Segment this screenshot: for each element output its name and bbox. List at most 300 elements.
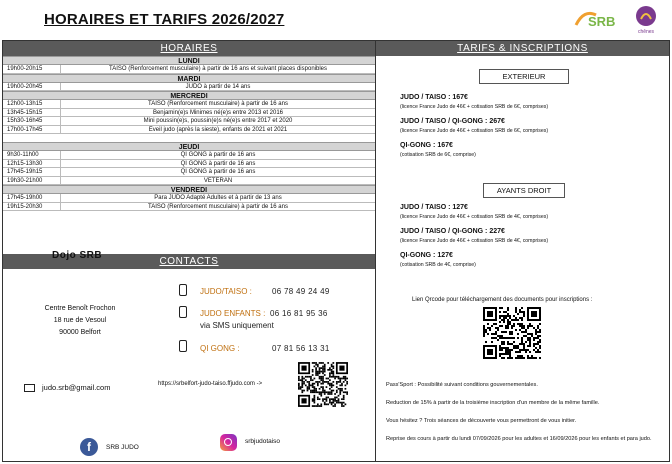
phone-number-judo-taiso[interactable]: 06 78 49 24 49 bbox=[272, 287, 330, 296]
qr-module bbox=[338, 376, 340, 378]
qr-module bbox=[521, 357, 523, 359]
facebook-icon[interactable]: f bbox=[80, 438, 98, 456]
qr-module bbox=[338, 395, 340, 397]
qr-module bbox=[326, 386, 328, 388]
ayants-label: AYANTS DROIT bbox=[483, 183, 565, 198]
qr-module bbox=[312, 400, 314, 402]
qr-module bbox=[324, 369, 326, 371]
phone-label-judo-enfants: JUDO ENFANTS : bbox=[200, 309, 266, 318]
qr-module bbox=[336, 386, 338, 388]
qr-module bbox=[327, 397, 329, 399]
qr-module bbox=[501, 319, 503, 321]
ay-detail-2: (licence France Judo de 46€ + cotisation SRB de 4€, comprises) bbox=[400, 238, 549, 244]
qr-module bbox=[499, 325, 501, 327]
qr-module bbox=[487, 323, 489, 325]
qr-module bbox=[345, 403, 347, 405]
qr-module bbox=[343, 391, 345, 393]
qr-module bbox=[507, 323, 509, 325]
qr-module bbox=[539, 331, 541, 333]
exterieur-label: EXTERIEUR bbox=[479, 69, 569, 84]
qr-module bbox=[301, 379, 303, 381]
schedule-time: 9h30-11h00 bbox=[3, 151, 61, 159]
qr-module bbox=[339, 381, 341, 383]
qr-module bbox=[499, 353, 501, 355]
qr-finder bbox=[301, 398, 306, 403]
ext-price-2: JUDO / TAISO / QI-GONG : 267€ bbox=[400, 118, 505, 125]
qr-module bbox=[315, 369, 317, 371]
qr-module bbox=[320, 383, 322, 385]
phone-icon bbox=[179, 284, 187, 296]
qr-module bbox=[539, 339, 541, 341]
qr-module bbox=[503, 357, 505, 359]
qr-module bbox=[315, 362, 317, 364]
qr-module bbox=[300, 379, 302, 381]
qr-module bbox=[529, 325, 531, 327]
qr-module bbox=[505, 351, 507, 353]
qr-module bbox=[301, 390, 303, 392]
qr-module bbox=[345, 379, 347, 381]
qr-module bbox=[517, 333, 519, 335]
qr-module bbox=[310, 376, 312, 378]
qr-module bbox=[298, 383, 300, 385]
schedule-row bbox=[3, 160, 375, 169]
phone-number-qi-gong[interactable]: 07 81 56 13 31 bbox=[272, 344, 330, 353]
qr-module bbox=[329, 369, 331, 371]
qr-module bbox=[305, 379, 307, 381]
qr-module bbox=[317, 372, 319, 374]
qr-module bbox=[324, 390, 326, 392]
qr-module bbox=[521, 343, 523, 345]
qr-module bbox=[329, 400, 331, 402]
qr-module bbox=[503, 347, 505, 349]
qr-module bbox=[521, 339, 523, 341]
qr-module bbox=[509, 353, 511, 355]
qr-module bbox=[509, 349, 511, 351]
qr-module bbox=[298, 388, 300, 390]
qr-module bbox=[324, 393, 326, 395]
qr-module bbox=[310, 391, 312, 393]
qr-module bbox=[525, 329, 527, 331]
address-line-2: 18 rue de Vesoul bbox=[53, 317, 107, 324]
qr-module bbox=[517, 313, 519, 315]
phone-number-judo-enfants[interactable]: 06 16 81 95 36 bbox=[270, 309, 328, 318]
qr-module bbox=[529, 343, 531, 345]
qr-module bbox=[324, 374, 326, 376]
qr-module bbox=[322, 381, 324, 383]
qr-module bbox=[324, 367, 326, 369]
qr-module bbox=[319, 393, 321, 395]
qr-module bbox=[507, 327, 509, 329]
qr-finder bbox=[301, 366, 306, 371]
qr-module bbox=[336, 400, 338, 402]
qr-module bbox=[533, 337, 535, 339]
qr-module bbox=[507, 315, 509, 317]
qr-module bbox=[331, 402, 333, 404]
qr-module bbox=[319, 372, 321, 374]
qr-module bbox=[322, 386, 324, 388]
qr-module bbox=[320, 367, 322, 369]
qr-module bbox=[535, 343, 537, 345]
ext-price-1: JUDO / TAISO : 167€ bbox=[400, 94, 468, 101]
qr-module bbox=[513, 325, 515, 327]
qr-module bbox=[529, 339, 531, 341]
qr-module bbox=[312, 369, 314, 371]
qr-module bbox=[320, 386, 322, 388]
qr-module bbox=[519, 349, 521, 351]
qr-module bbox=[303, 381, 305, 383]
qr-module bbox=[525, 335, 527, 337]
qr-module bbox=[327, 383, 329, 385]
qr-module bbox=[336, 397, 338, 399]
qr-module bbox=[507, 347, 509, 349]
instagram-icon[interactable] bbox=[220, 434, 237, 451]
qr-module bbox=[327, 391, 329, 393]
qr-module bbox=[334, 400, 336, 402]
qr-module bbox=[341, 383, 343, 385]
qr-module bbox=[501, 353, 503, 355]
qr-module bbox=[493, 337, 495, 339]
qr-module bbox=[533, 343, 535, 345]
qr-module bbox=[517, 355, 519, 357]
qr-module bbox=[345, 378, 347, 380]
qr-module bbox=[495, 323, 497, 325]
qr-module bbox=[338, 402, 340, 404]
note-reduction: Reduction de 15% à partir de la troisième inscription d'un membre de la même famille. bbox=[386, 400, 600, 406]
address-line-1: Centre Benoît Frochon bbox=[44, 305, 116, 312]
facebook-label[interactable]: SRB JUDO bbox=[106, 444, 139, 451]
qr-module bbox=[507, 307, 509, 309]
qr-module bbox=[533, 349, 535, 351]
phone-icon bbox=[179, 306, 187, 318]
qr-module bbox=[329, 374, 331, 376]
qr-module bbox=[501, 331, 503, 333]
qr-module bbox=[345, 376, 347, 378]
qr-module bbox=[505, 353, 507, 355]
qr-module bbox=[523, 311, 525, 313]
qr-module bbox=[345, 388, 347, 390]
qr-module bbox=[539, 323, 541, 325]
schedule-time: 17h00-17h45 bbox=[3, 126, 61, 134]
qr-module bbox=[501, 343, 503, 345]
qr-module bbox=[301, 385, 303, 387]
ay-price-3: QI-GONG : 127€ bbox=[400, 252, 453, 259]
schedule-description: QI GONG à partir de 16 ans bbox=[180, 169, 256, 175]
tarifs-panel bbox=[376, 41, 669, 461]
qr-finder bbox=[487, 349, 493, 355]
email-link[interactable]: judo.srb@gmail.com bbox=[42, 383, 111, 392]
qr-module bbox=[511, 327, 513, 329]
qr-module bbox=[495, 331, 497, 333]
qr-module bbox=[343, 402, 345, 404]
qr-module bbox=[334, 405, 336, 407]
qr-module bbox=[501, 337, 503, 339]
qr-label: Lien Qrcode pour téléchargement des documents pour inscriptions : bbox=[412, 297, 593, 303]
qr-module bbox=[499, 311, 501, 313]
qr-module bbox=[331, 364, 333, 366]
qr-module bbox=[331, 369, 333, 371]
website-qr-code[interactable] bbox=[298, 362, 348, 407]
qr-module bbox=[336, 383, 338, 385]
qr-module bbox=[527, 357, 529, 359]
qr-module bbox=[343, 378, 345, 380]
qr-module bbox=[507, 349, 509, 351]
qr-module bbox=[336, 391, 338, 393]
qr-module bbox=[511, 357, 513, 359]
dojo-name: Dojo SRB bbox=[52, 250, 103, 261]
qr-module bbox=[505, 327, 507, 329]
qr-module bbox=[315, 390, 317, 392]
qr-module bbox=[533, 339, 535, 341]
qr-module bbox=[320, 378, 322, 380]
qr-module bbox=[320, 376, 322, 378]
qr-module bbox=[501, 349, 503, 351]
qr-module bbox=[341, 388, 343, 390]
qr-module bbox=[336, 390, 338, 392]
qr-module bbox=[322, 383, 324, 385]
qr-module bbox=[317, 398, 319, 400]
qr-module bbox=[326, 397, 328, 399]
qr-module bbox=[314, 386, 316, 388]
qr-module bbox=[505, 337, 507, 339]
qr-module bbox=[332, 400, 334, 402]
qr-module bbox=[315, 367, 317, 369]
qr-module bbox=[305, 385, 307, 387]
ext-detail-3: (cotisation SRB de 6€, comprise) bbox=[400, 152, 476, 158]
inscription-qr-code[interactable] bbox=[483, 307, 541, 359]
qr-module bbox=[535, 331, 537, 333]
qr-module bbox=[507, 357, 509, 359]
tarifs-heading: TARIFS & INSCRIPTIONS bbox=[376, 41, 669, 56]
qr-module bbox=[527, 337, 529, 339]
qr-module bbox=[332, 372, 334, 374]
qr-module bbox=[315, 388, 317, 390]
qr-module bbox=[319, 398, 321, 400]
qr-module bbox=[338, 398, 340, 400]
qr-module bbox=[523, 343, 525, 345]
qr-module bbox=[513, 347, 515, 349]
qr-module bbox=[317, 405, 319, 407]
qr-module bbox=[331, 390, 333, 392]
qr-module bbox=[310, 378, 312, 380]
qr-module bbox=[343, 376, 345, 378]
qr-module bbox=[501, 347, 503, 349]
qr-module bbox=[312, 374, 314, 376]
qr-module bbox=[529, 345, 531, 347]
qr-module bbox=[507, 309, 509, 311]
qr-module bbox=[339, 379, 341, 381]
qr-module bbox=[327, 403, 329, 405]
qr-module bbox=[322, 371, 324, 373]
qr-module bbox=[521, 311, 523, 313]
qr-module bbox=[319, 367, 321, 369]
schedule-description: TAISO (Renforcement musculaire) à partir de 16 ans bbox=[148, 101, 288, 107]
qr-module bbox=[497, 335, 499, 337]
qr-module bbox=[312, 379, 314, 381]
qr-module bbox=[332, 381, 334, 383]
qr-module bbox=[537, 349, 539, 351]
qr-module bbox=[515, 345, 517, 347]
qr-module bbox=[308, 386, 310, 388]
qr-module bbox=[332, 402, 334, 404]
schedule-description: TAISO (Renforcement musculaire) à partir de 16 ans bbox=[148, 203, 288, 210]
qr-module bbox=[320, 395, 322, 397]
qr-module bbox=[495, 337, 497, 339]
qr-module bbox=[495, 333, 497, 335]
qr-module bbox=[533, 327, 535, 329]
qr-module bbox=[519, 323, 521, 325]
qr-module bbox=[334, 393, 336, 395]
qr-module bbox=[523, 327, 525, 329]
qr-module bbox=[331, 371, 333, 373]
qr-module bbox=[322, 390, 324, 392]
instagram-label[interactable]: srbjudotaiso bbox=[245, 438, 281, 445]
schedule-description: QI GONG à partir de 16 ans bbox=[180, 152, 256, 158]
qr-module bbox=[527, 333, 529, 335]
qr-module bbox=[483, 331, 485, 333]
qr-module bbox=[317, 374, 319, 376]
qr-module bbox=[511, 333, 513, 335]
qr-module bbox=[307, 381, 309, 383]
qr-module bbox=[523, 347, 525, 349]
qr-module bbox=[332, 362, 334, 364]
qr-module bbox=[320, 393, 322, 395]
qr-module bbox=[301, 378, 303, 380]
qr-module bbox=[501, 325, 503, 327]
qr-module bbox=[501, 341, 503, 343]
qr-module bbox=[317, 397, 319, 399]
schedule-row bbox=[3, 109, 375, 118]
qr-module bbox=[511, 337, 513, 339]
qr-module bbox=[343, 395, 345, 397]
qr-module bbox=[529, 357, 531, 359]
qr-module bbox=[327, 381, 329, 383]
qr-module bbox=[527, 349, 529, 351]
qr-module bbox=[505, 331, 507, 333]
website-link[interactable]: https://srbelfort-judo-taiso.ffjudo.com -> bbox=[158, 381, 263, 387]
schedule-time: 17h45-19h00 bbox=[3, 194, 61, 202]
ay-detail-3: (cotisation SRB de 4€, comprise) bbox=[400, 262, 476, 268]
qr-module bbox=[322, 369, 324, 371]
qr-module bbox=[307, 390, 309, 392]
qr-module bbox=[513, 319, 515, 321]
qr-module bbox=[509, 351, 511, 353]
qr-module bbox=[521, 317, 523, 319]
qr-module bbox=[315, 391, 317, 393]
qr-module bbox=[314, 400, 316, 402]
qr-module bbox=[507, 337, 509, 339]
note-pass-sport: Pass'Sport : Possibilité suivant conditions gouvernementales. bbox=[386, 382, 538, 388]
qr-module bbox=[503, 319, 505, 321]
qr-module bbox=[523, 357, 525, 359]
svg-text:chênes: chênes bbox=[637, 29, 655, 35]
qr-module bbox=[298, 379, 300, 381]
schedule-description: TAISO (Renforcement musculaire) à partir de 16 ans et suivant places disponibles bbox=[109, 66, 327, 72]
qr-module bbox=[521, 337, 523, 339]
qr-module bbox=[329, 391, 331, 393]
schedule-time: 12h15-13h30 bbox=[3, 160, 61, 168]
qr-module bbox=[322, 378, 324, 380]
qr-module bbox=[509, 337, 511, 339]
qr-module bbox=[499, 337, 501, 339]
qr-module bbox=[483, 329, 485, 331]
qr-module bbox=[339, 393, 341, 395]
qr-module bbox=[343, 405, 345, 407]
qr-module bbox=[487, 327, 489, 329]
qr-module bbox=[345, 391, 347, 393]
qr-module bbox=[324, 398, 326, 400]
qr-module bbox=[303, 378, 305, 380]
qr-module bbox=[331, 403, 333, 405]
qr-module bbox=[527, 327, 529, 329]
qr-module bbox=[314, 398, 316, 400]
qr-module bbox=[519, 317, 521, 319]
qr-module bbox=[533, 345, 535, 347]
qr-module bbox=[525, 349, 527, 351]
qr-module bbox=[326, 398, 328, 400]
qr-module bbox=[507, 313, 509, 315]
qr-module bbox=[483, 335, 485, 337]
qr-module bbox=[329, 388, 331, 390]
qr-module bbox=[324, 364, 326, 366]
qr-module bbox=[315, 381, 317, 383]
qr-module bbox=[503, 353, 505, 355]
qr-module bbox=[529, 333, 531, 335]
qr-module bbox=[517, 337, 519, 339]
qr-module bbox=[521, 323, 523, 325]
qr-module bbox=[336, 376, 338, 378]
qr-module bbox=[338, 378, 340, 380]
qr-module bbox=[519, 355, 521, 357]
qr-module bbox=[314, 390, 316, 392]
qr-module bbox=[529, 337, 531, 339]
qr-module bbox=[503, 317, 505, 319]
schedule-description: VETERAN bbox=[203, 177, 233, 184]
schedule-time: 17h45-19h15 bbox=[3, 168, 61, 176]
qr-module bbox=[320, 403, 322, 405]
qr-module bbox=[527, 355, 529, 357]
qr-module bbox=[315, 364, 317, 366]
qr-module bbox=[331, 372, 333, 374]
qr-module bbox=[519, 343, 521, 345]
qr-module bbox=[515, 307, 517, 309]
qr-module bbox=[301, 376, 303, 378]
ay-price-1: JUDO / TAISO : 127€ bbox=[400, 204, 468, 211]
qr-module bbox=[507, 321, 509, 323]
qr-module bbox=[303, 383, 305, 385]
qr-module bbox=[521, 331, 523, 333]
schedule-time: 15h30-16h45 bbox=[3, 117, 61, 125]
qr-module bbox=[529, 341, 531, 343]
qr-module bbox=[322, 391, 324, 393]
schedule-description: Para JUDO Adapté Adultes et à partir de 13 ans bbox=[154, 195, 282, 201]
sms-note: via SMS uniquement bbox=[200, 321, 274, 330]
qr-module bbox=[314, 378, 316, 380]
qr-module bbox=[537, 343, 539, 345]
qr-module bbox=[327, 378, 329, 380]
schedule-row bbox=[3, 100, 375, 109]
qr-finder bbox=[339, 366, 344, 371]
qr-module bbox=[539, 329, 541, 331]
schedule-time: 19h00-20h45 bbox=[3, 83, 61, 91]
qr-module bbox=[499, 355, 501, 357]
qr-module bbox=[523, 345, 525, 347]
qr-module bbox=[314, 388, 316, 390]
qr-module bbox=[322, 362, 324, 364]
qr-module bbox=[515, 357, 517, 359]
qr-module bbox=[326, 403, 328, 405]
qr-module bbox=[501, 315, 503, 317]
qr-module bbox=[509, 331, 511, 333]
